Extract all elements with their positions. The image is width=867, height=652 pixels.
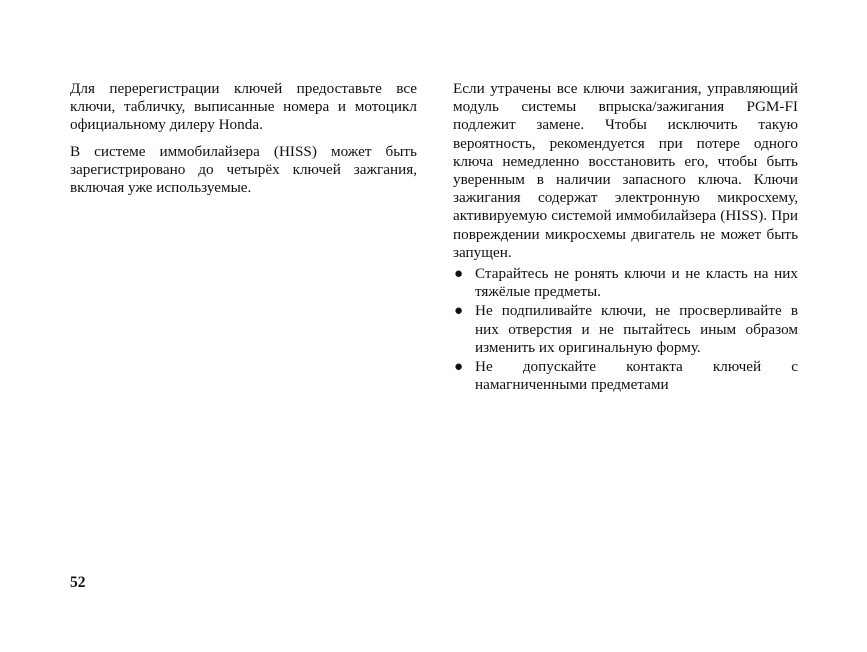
paragraph-key-reregistration: Для перерегистрации ключей предоставьте все ключи, табличку, выписанные номера и мотоцикл официальному дилеру Honda. xyxy=(70,80,417,134)
paragraph-hiss-capacity: В системе иммобилайзера (HISS) может быть зарегистрировано до четырёх ключей зажгания, включая уже используемые. xyxy=(70,142,417,197)
list-item-text: Старайтесь не ронять ключи и не класть на них тяжёлые предметы. xyxy=(475,265,798,301)
left-column xyxy=(70,80,417,205)
bullet-icon: ● xyxy=(454,303,464,320)
bullet-icon: ● xyxy=(454,359,464,376)
list-item-text: Не подпиливайте ключи, не просверливайте в них отверстия и не пытайтесь иным образом изменить их оригинальную форму. xyxy=(475,302,798,356)
page-number: 52 xyxy=(70,574,86,591)
list-item xyxy=(453,302,798,357)
right-column xyxy=(453,80,798,395)
list-item xyxy=(453,358,798,394)
care-instructions-list xyxy=(453,265,798,394)
bullet-icon: ● xyxy=(454,266,464,283)
list-item xyxy=(453,265,798,301)
paragraph-lost-keys: Если утрачены все ключи зажигания, управляющий модуль системы впрыска/зажигания PGM-FI подлежит замене. Чтобы исключить такую вероятность, рекомендуется при потере одного ключа немедленно восстановить его, чтобы быть уверенным в наличии запасного ключа. Ключи зажигания содержат электронную микросхему, активируемую системой иммобилайзера (HISS). При повреждении микросхемы двигатель не может быть запущен. xyxy=(453,80,798,261)
list-item-text: Не допускайте контакта ключей с намагниченными предметами xyxy=(475,358,798,394)
